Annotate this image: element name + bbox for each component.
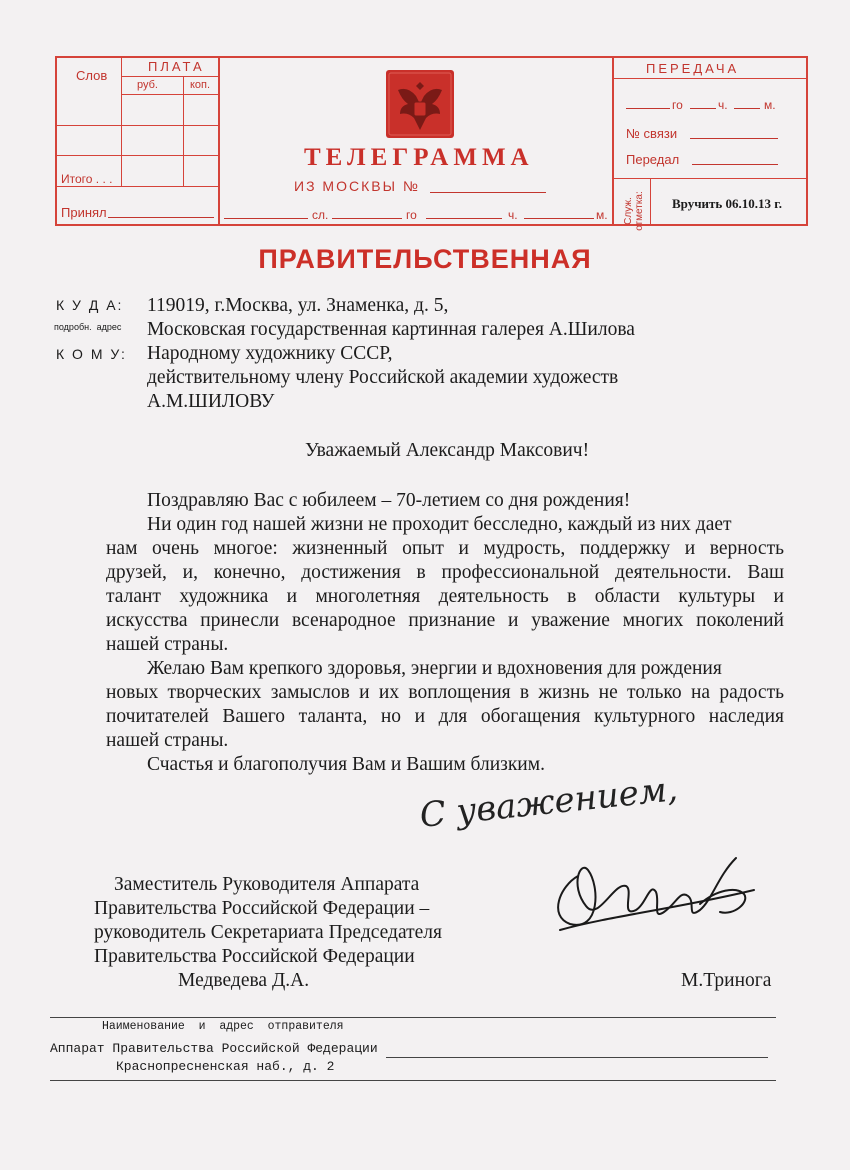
tr-m-label: м. (764, 98, 776, 112)
signatory-line-3: руководитель Секретариата Председателя (94, 922, 442, 943)
paragraph-2-line-5: искусства принесли всенародное признание и уважение многих поколений (106, 610, 784, 631)
sl-label: сл. (312, 208, 329, 222)
telegram-category: ПРАВИТЕЛЬСТВЕННАЯ (258, 244, 592, 274)
handwritten-closing: С уважением, (417, 769, 680, 836)
m-label: м. (596, 208, 608, 222)
address-line-1: 119019, г.Москва, ул. Знаменка, д. 5, (147, 295, 449, 316)
kop-label: коп. (190, 79, 211, 91)
sender-blank-rule (386, 1057, 768, 1058)
where-label: К У Д А: (56, 297, 124, 313)
transmitted-label: Передал (626, 152, 680, 167)
ch-label: ч. (508, 208, 518, 222)
payment-label: ПЛАТА (148, 59, 205, 74)
sender-line-2: Краснопресненская наб., д. 2 (116, 1059, 335, 1074)
sender-label: Наименование и адрес отправителя (102, 1020, 344, 1033)
recipient-line-1: Народному художнику СССР, (147, 343, 393, 364)
paragraph-2-line-6: нашей страны. (106, 634, 229, 655)
signature (540, 846, 760, 946)
paragraph-2-line-1: Ни один год нашей жизни не проходит бесследно, каждый из них дает (147, 514, 732, 535)
paragraph-2-line-4: талант художника и многолетняя деятельность в области культуры и (106, 586, 784, 607)
address-line-2: Московская государственная картинная галерея А.Шилова (147, 319, 635, 340)
paragraph-3-line-1: Желаю Вам крепкого здоровья, энергии и вдохновения для рождения (147, 658, 722, 679)
accepted-label: Принял (61, 205, 107, 220)
transmission-label: ПЕРЕДАЧА (646, 61, 740, 76)
words-label: Слов (76, 68, 108, 83)
whom-label: К О М У: (56, 346, 127, 362)
paragraph-1: Поздравляю Вас с юбилеем – 70-летием со дня рождения! (147, 490, 631, 511)
recipient-name: А.М.ШИЛОВУ (147, 391, 275, 412)
total-label: Итого . . . (61, 172, 113, 186)
signatory-line-4: Правительства Российской Федерации (94, 946, 415, 967)
paragraph-2-line-3: друзей, и, конечно, достижения в профессиональной деятельности. Ваш (106, 562, 784, 583)
russian-emblem-icon (384, 68, 456, 140)
detailed-address-label: подробн. адрес (54, 322, 122, 332)
from-moscow-label: ИЗ МОСКВЫ № (294, 178, 420, 194)
recipient-line-2: действительному члену Российской академии художеств (147, 367, 619, 388)
telegram-title: ТЕЛЕГРАММА (304, 144, 534, 171)
paragraph-2-line-2: нам очень многое: жизненный опыт и мудрость, поддержку и верность (106, 538, 784, 559)
deliver-date: Вручить 06.10.13 г. (672, 196, 782, 211)
signatory-line-5: Медведева Д.А. (178, 970, 310, 991)
signatory-line-2: Правительства Российской Федерации – (94, 898, 430, 919)
sender-line-1: Аппарат Правительства Российской Федерации (50, 1041, 378, 1056)
sender-top-rule (50, 1017, 776, 1018)
paragraph-4: Счастья и благополучия Вам и Вашим близким. (147, 754, 545, 775)
paragraph-3-line-2: новых творческих замыслов и их воплощения в жизнь не только на радость (106, 682, 784, 703)
signatory-line-1: Заместитель Руководителя Аппарата (114, 874, 420, 895)
salutation: Уважаемый Александр Максович! (305, 440, 590, 461)
rub-label: руб. (137, 79, 158, 91)
tr-ch-label: ч. (718, 98, 728, 112)
service-mark-label: Служ. отметка: (623, 191, 645, 231)
link-label: № связи (626, 126, 678, 141)
sender-bottom-rule (50, 1080, 776, 1081)
paragraph-3-line-4: нашей страны. (106, 730, 229, 751)
tr-go-label: го (672, 98, 683, 112)
signatory-name: М.Тринога (681, 970, 772, 991)
paragraph-3-line-3: почитателей Вашего таланта, но и для обогащения культурного наследия (106, 706, 784, 727)
go-label: го (406, 208, 417, 222)
